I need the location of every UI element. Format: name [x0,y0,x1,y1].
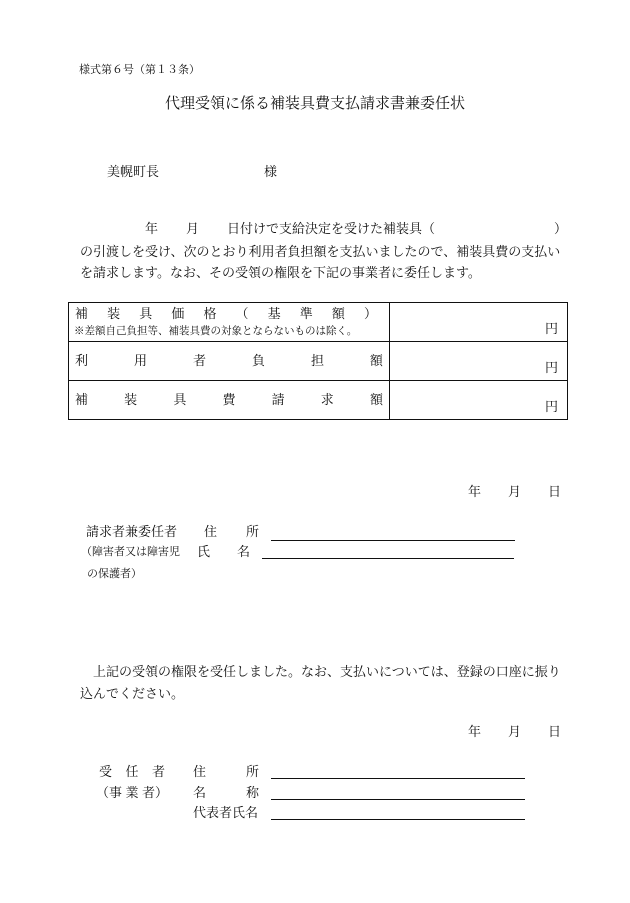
label-char: 称 [245,786,259,801]
agent-address-label [193,766,259,779]
table-amount-cell [390,303,568,342]
label-char: 額 [369,354,383,369]
label-char: 額 [331,307,345,322]
base-price-label [75,308,377,321]
label-char: 準 [299,307,313,322]
agent-rep-label: 代表者氏名 [193,806,259,821]
page-title: 代理受領に係る補装具費支払請求書兼委任状 [164,94,465,112]
table-label-cell [69,381,390,420]
label-char: 住 [204,525,218,540]
user-burden-label [75,355,383,368]
date2-month: 月 [508,725,522,740]
intro-year: 年 [145,222,159,237]
label-char: 利 [75,354,89,369]
requester-name-line [262,558,514,559]
addressee-honorific: 様 [264,165,278,180]
table-amount-cell [390,342,568,381]
label-char: 負 [251,354,265,369]
agent-role [99,766,165,779]
label-char: 補 [75,393,89,408]
label-char: （事 [96,786,123,801]
form-number: 様式第６号（第１３条） [79,63,200,76]
label-char: 額 [369,393,383,408]
agent-rep-line [271,819,525,820]
label-char: 求 [320,393,334,408]
label-char: 氏 [197,545,211,560]
intro-month: 月 [186,222,200,237]
requester-note-2: の保護者） [87,567,142,580]
agent-role-sub [96,787,168,800]
requester-note-1: （障害者又は障害児 [81,545,180,558]
date2-day: 日 [548,725,562,740]
label-char: 者 [151,765,165,780]
date1-day: 日 [548,485,562,500]
label-char: 所 [245,765,259,780]
amount-table [68,302,568,420]
intro-line-2: の引渡しを受け、次のとおり利用者負担額を支払いましたので、補装具費の支払い [80,245,561,260]
table-label-cell [69,303,390,342]
label-char: 装 [107,307,121,322]
date1-year: 年 [468,485,482,500]
intro-close-paren: ） [554,222,568,237]
intro-date-text: 日付けで支給決定を受けた補装具（ [227,222,436,237]
yen-unit: 円 [544,322,558,337]
label-char: 業 [125,786,139,801]
date2-year: 年 [468,725,482,740]
label-char: 担 [310,354,324,369]
date1-month: 月 [508,485,522,500]
label-char: 装 [124,393,138,408]
requester-name-label [197,546,250,559]
table-amount-cell [390,381,568,420]
table-row [69,303,568,342]
yen-unit: 円 [544,400,558,415]
label-char: ） [363,307,377,322]
label-char: 費 [222,393,236,408]
table-label-cell [69,342,390,381]
requester-address-line [271,540,515,541]
claim-amount-label [75,394,383,407]
label-char: 格 [203,307,217,322]
label-char: 名 [236,545,250,560]
acceptance-line-1: 上記の受領の権限を受任しました。なお、支払いについては、登録の口座に振り [93,665,561,680]
requester-address-label [204,526,259,539]
label-char: 具 [173,393,187,408]
label-char: 請 [271,393,285,408]
yen-unit: 円 [544,361,558,376]
label-char: 基 [267,307,281,322]
label-char: 価 [171,307,185,322]
table-row [69,381,568,420]
agent-name-label [193,787,259,800]
label-char: 者） [141,786,168,801]
label-char: （ [235,307,249,322]
table-row [69,342,568,381]
label-char: 者 [192,354,206,369]
requester-role: 請求者兼委任者 [86,525,178,540]
label-char: 具 [139,307,153,322]
addressee-name: 美幌町長 [107,165,160,180]
agent-address-line [271,778,525,779]
label-char: 任 [125,765,139,780]
label-char: 所 [245,525,259,540]
label-char: 住 [193,765,207,780]
label-char: 補 [75,307,89,322]
acceptance-line-2: 込んでください。 [80,687,185,702]
agent-name-line [271,799,525,800]
label-char: 受 [99,765,113,780]
label-char: 用 [133,354,147,369]
label-char: 名 [193,786,207,801]
intro-line-3: を請求します。なお、その受領の権限を下記の事業者に委任します。 [80,266,481,281]
base-price-note: ※差額自己負担等、補装具費の対象とならないものは除く。 [74,325,358,337]
